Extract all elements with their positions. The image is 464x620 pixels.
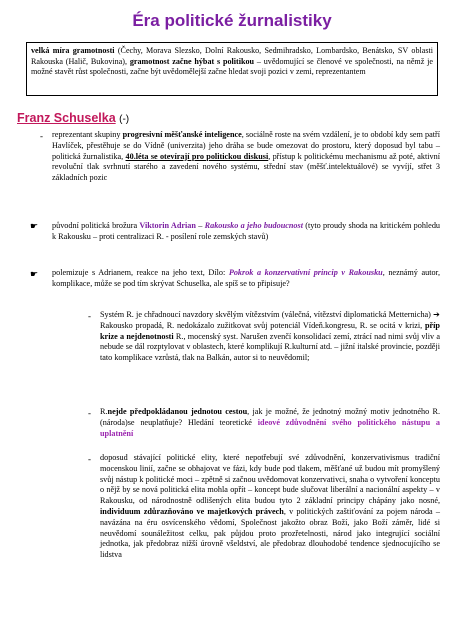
- p2-text-a: původní politická brožura: [52, 221, 140, 230]
- p2-text-e: (tyto proudy shoda na kritickém pohledu k Rakousku – proti centralizaci R. - posílení role zemských stavů): [52, 221, 441, 241]
- subpoint-3: [100, 453, 440, 561]
- boxed-intro: [26, 42, 438, 96]
- subpoint-2: [100, 407, 440, 439]
- heading-paren: (-): [119, 114, 130, 125]
- hand-pointer-icon: ☛: [30, 269, 39, 279]
- s2-bold: nejde předpokládanou jednotou cestou: [107, 407, 248, 416]
- s1-text-c: R., mocenský syst. Narušen zvenčí konsolidací zemí, ztrácí nad nimi svůj vliv a nebude se dál rozptylovat v oblastech, které komplikují R.kulturní atd. – jižní italské provincie, později tato komplikace vzrůstá, tlak na Balkán, autor si to neuvědomil;: [100, 331, 441, 363]
- p2-text-c: –: [195, 221, 205, 230]
- p3-text-c: , neznámý autor, komplikace, může se pod tím skrývat Schuselka, ale spíš se to připisuje?: [52, 268, 441, 288]
- p2-author: Viktorin Adrian: [139, 221, 196, 230]
- p1-text-e: , přístup k politickému mechanismu až poté, aktivní revoluční tlak svrhnutí starého a zavedení nového systému, střední stav (měšť.intelektuálové) se vyvíjí, střet 3 základních pozic: [52, 151, 440, 183]
- s3-bold: individuum zdůrazňováno ve majetkových právech: [100, 506, 284, 516]
- p1-underlined: 40.léta se otevírají pro politickou diskusi: [125, 151, 269, 161]
- dash-bullet: -: [88, 408, 91, 418]
- p1-bold: progresivní měšťanské inteligence: [122, 130, 242, 139]
- subpoint-1: [100, 310, 440, 364]
- p3-work-title: Pokrok a konzervativní princip v Rakousku: [228, 268, 383, 277]
- s2-highlight: ideové zdůvodnění svého politického nástupu a uplatnění: [100, 417, 440, 438]
- intro-text-2: – uvědomující se členové ve společnosti, na němž je možné stavět růst společnosti, začne být uvědomělejší začne hledat svoji pozici v zemi, reprezentantem: [31, 56, 433, 77]
- heading-name: Franz Schuselka: [17, 111, 116, 125]
- s3-text-c: , v politických zaštiťování za pojem národa – navázána na éru osvícenského vědomí, Společnost jakožto obraz Boží, jako Boží záměr, lidé si neuvědomí sounáležitost celku, pak půjdou proto prozřetelnosti, národ jako integrující sociální jednotka, jak předobraz nižší úrovně všeldství, ale předobraz dlouhodobé tendence sjednocujícího se lidstva: [100, 506, 440, 560]
- intro-text-1: (Čechy, Morava Slezsko, Dolní Rakousko, Sedmihradsko, Lombardsko, Benátsko, SV oblasti Rakouska (Halič, Bukovina),: [31, 46, 433, 66]
- paragraph-2: [52, 221, 440, 243]
- s2-text-c: , jak je možné, že jednotný možný motiv jednotného R. (národa)se neuplatňuje? Hledání teoretické: [100, 407, 440, 427]
- hand-pointer-icon: ☛: [30, 221, 39, 231]
- dash-bullet: -: [40, 131, 43, 141]
- paragraph-1: [52, 130, 440, 184]
- intro-bold-2: gramotnost začne hýbat s politikou: [129, 56, 255, 66]
- paragraph-3: [52, 268, 440, 290]
- s2-text-a: R.: [100, 407, 108, 416]
- p3-text-a: polemizuje s Adrianem, reakce na jeho text, Dílo:: [52, 268, 229, 277]
- s3-text-a: doposud stávající politické elity, které nepotřebují své zdůvodnění, konzervativismus tradiční mocenskou linií, začne se obhajovat ve fázi, kdy bude pod tlakem, měšťané už budou mít promyšlený svůj nástup k politické moci – zpětně si začnou uvědomovat konzervativci, snaha o vytvoření konceptu o nějž by se nová politická elita mohla opřít – koncept bude slučovat liberální a nacionální aspekty – v Rakousku, od národnostně odlišených elita budou tyto 2 základní principy chápány jako nosné,: [100, 453, 440, 506]
- dash-bullet: -: [88, 311, 91, 321]
- s1-bold: příp krize a nejdenotnosti: [100, 320, 440, 341]
- p2-book-title: Rakousko a jeho budoucnost: [204, 221, 303, 230]
- dash-bullet: -: [88, 454, 91, 464]
- p1-text-a: reprezentant skupiny: [52, 130, 123, 139]
- p1-text-c: , sociálně roste na svém vzdálení, je to období kdy sem patří Havlíček, přestěhuje se do Vídně (univerzita) jeho dráha se bude omezovat do prostoru, který doposud byl tabu – politická žurnalistika,: [52, 130, 440, 161]
- page-title: Éra politické žurnalistiky: [132, 11, 332, 30]
- section-heading: [17, 111, 129, 125]
- intro-bold-1: velká míra gramotnosti: [31, 46, 115, 55]
- s1-text-a: Systém R. je chřadnoucí navzdory skvělým vítězstvím (válečná, vítězství diplomatická Metternicha) ➔ Rakousko propadá, R. nedokázalo zužitkovat svůj potenciál Vídeň.kongresu, R. se ocitá v krizi,: [100, 310, 440, 330]
